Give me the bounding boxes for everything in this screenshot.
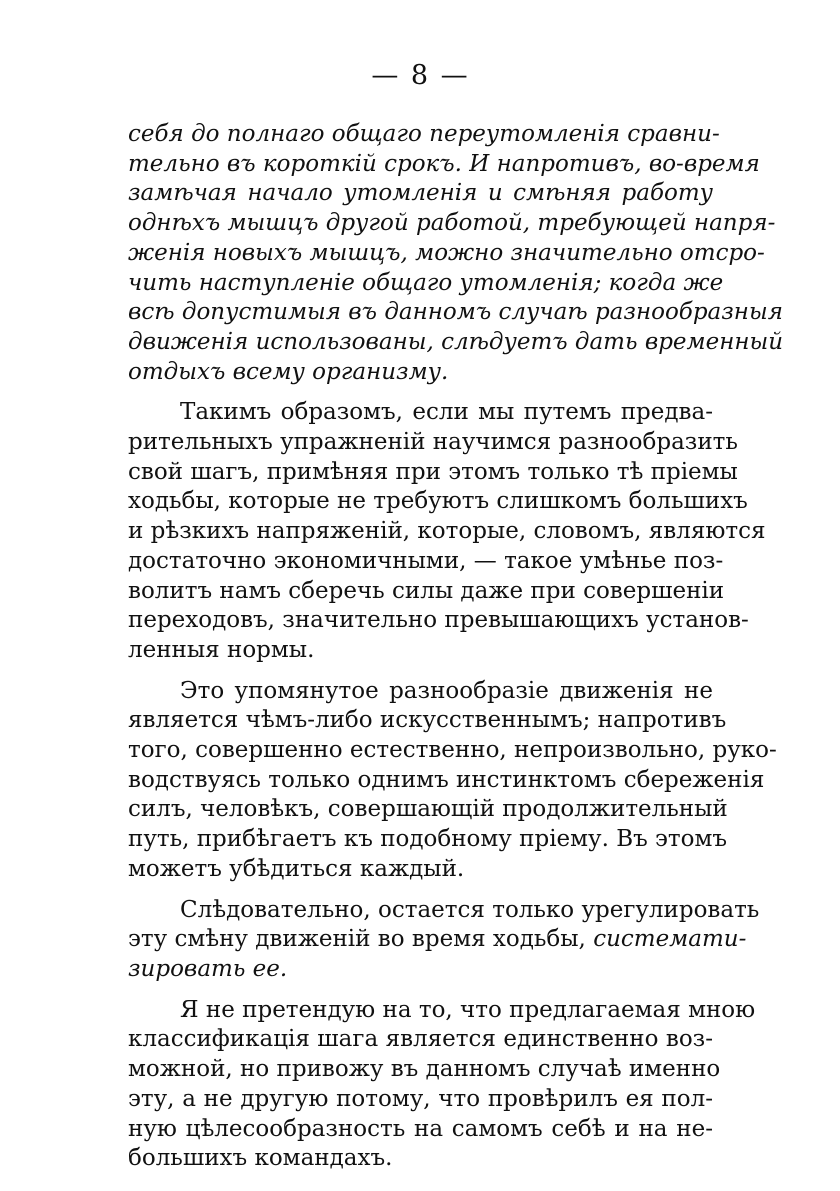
text-line: достаточно экономичными, — такое умѣнье поз- (128, 547, 724, 574)
text-line (128, 955, 713, 985)
italic-fragment: зировать ее. (128, 955, 288, 982)
text-line: себя до полнаго общаго переутомленія сравни- (128, 121, 720, 147)
text-line: переходовъ, значительно превышающихъ установ- (128, 607, 749, 634)
text-line: тельно въ короткій срокъ. И напротивъ, во-время (128, 150, 760, 177)
paragraph-5 (128, 996, 756, 1174)
text-line: силъ, человѣкъ, совершающій продолжительный (128, 796, 728, 823)
page-number: — 8 — (371, 60, 470, 91)
text-line: эту, а не другую потому, что провѣрилъ ея пол- (128, 1085, 713, 1112)
text-line: Слѣдовательно, остается только урегулировать (180, 896, 760, 923)
text-line (128, 925, 747, 955)
text-line: ходьбы, которые не требуютъ слишкомъ большихъ (128, 488, 748, 515)
text-line: большихъ командахъ. (128, 1145, 393, 1172)
text-fragment: эту смѣну движеній во время ходьбы, (128, 926, 594, 953)
text-line: ную цѣлесообразность на самомъ себѣ и на не- (128, 1115, 713, 1142)
paragraph-2 (128, 398, 766, 665)
text-line: Я не претендую на то, что предлагаемая мною (180, 996, 756, 1023)
text-line: свой шагъ, примѣняя при этомъ только тѣ пріемы (128, 458, 738, 485)
text-line: Это упомянутое разнообразіе движенія не (180, 677, 713, 704)
text-line: путь, прибѣгаетъ къ подобному пріему. Въ этомъ (128, 826, 728, 853)
text-line: того, совершенно естественно, непроизвольно, руко- (128, 737, 777, 764)
paragraph-4 (128, 896, 760, 985)
text-line: волитъ намъ сберечь силы даже при совершеніи (128, 577, 725, 604)
text-line: однѣхъ мышцъ другой работой, требующей напря- (128, 210, 776, 237)
text-line: отдыхъ всему организму. (128, 358, 449, 385)
text-line: Такимъ образомъ, если мы путемъ предва- (180, 399, 713, 426)
text-line: чить наступленіе общаго утомленія; когда же (128, 269, 724, 296)
text-line: женія новыхъ мышцъ, можно значительно отсро- (128, 239, 765, 266)
text-line: можетъ убѣдиться каждый. (128, 855, 465, 882)
text-line: движенія использованы, слѣдуетъ дать временный (128, 328, 784, 355)
text-line: является чѣмъ-либо искусственнымъ; напротивъ (128, 707, 727, 734)
text-line: классификація шага является единственно воз- (128, 1026, 713, 1053)
text-line: рительныхъ упражненій научимся разнообразить (128, 429, 738, 456)
italic-fragment: системати- (593, 926, 747, 953)
book-page (128, 56, 784, 1174)
text-line: водствуясь только однимъ инстинктомъ сбереженія (128, 766, 765, 793)
text-line: замѣчая начало утомленія и смѣняя работу (128, 180, 713, 207)
paragraph-1 (128, 120, 784, 387)
text-line: можной, но привожу въ данномъ случаѣ именно (128, 1056, 721, 1083)
text-line: ленныя нормы. (128, 636, 315, 663)
text-line: всѣ допустимыя въ данномъ случаѣ разнообразныя (128, 299, 783, 326)
text-line: и рѣзкихъ напряженій, которые, словомъ, являются (128, 518, 766, 545)
paragraph-3 (128, 677, 777, 885)
